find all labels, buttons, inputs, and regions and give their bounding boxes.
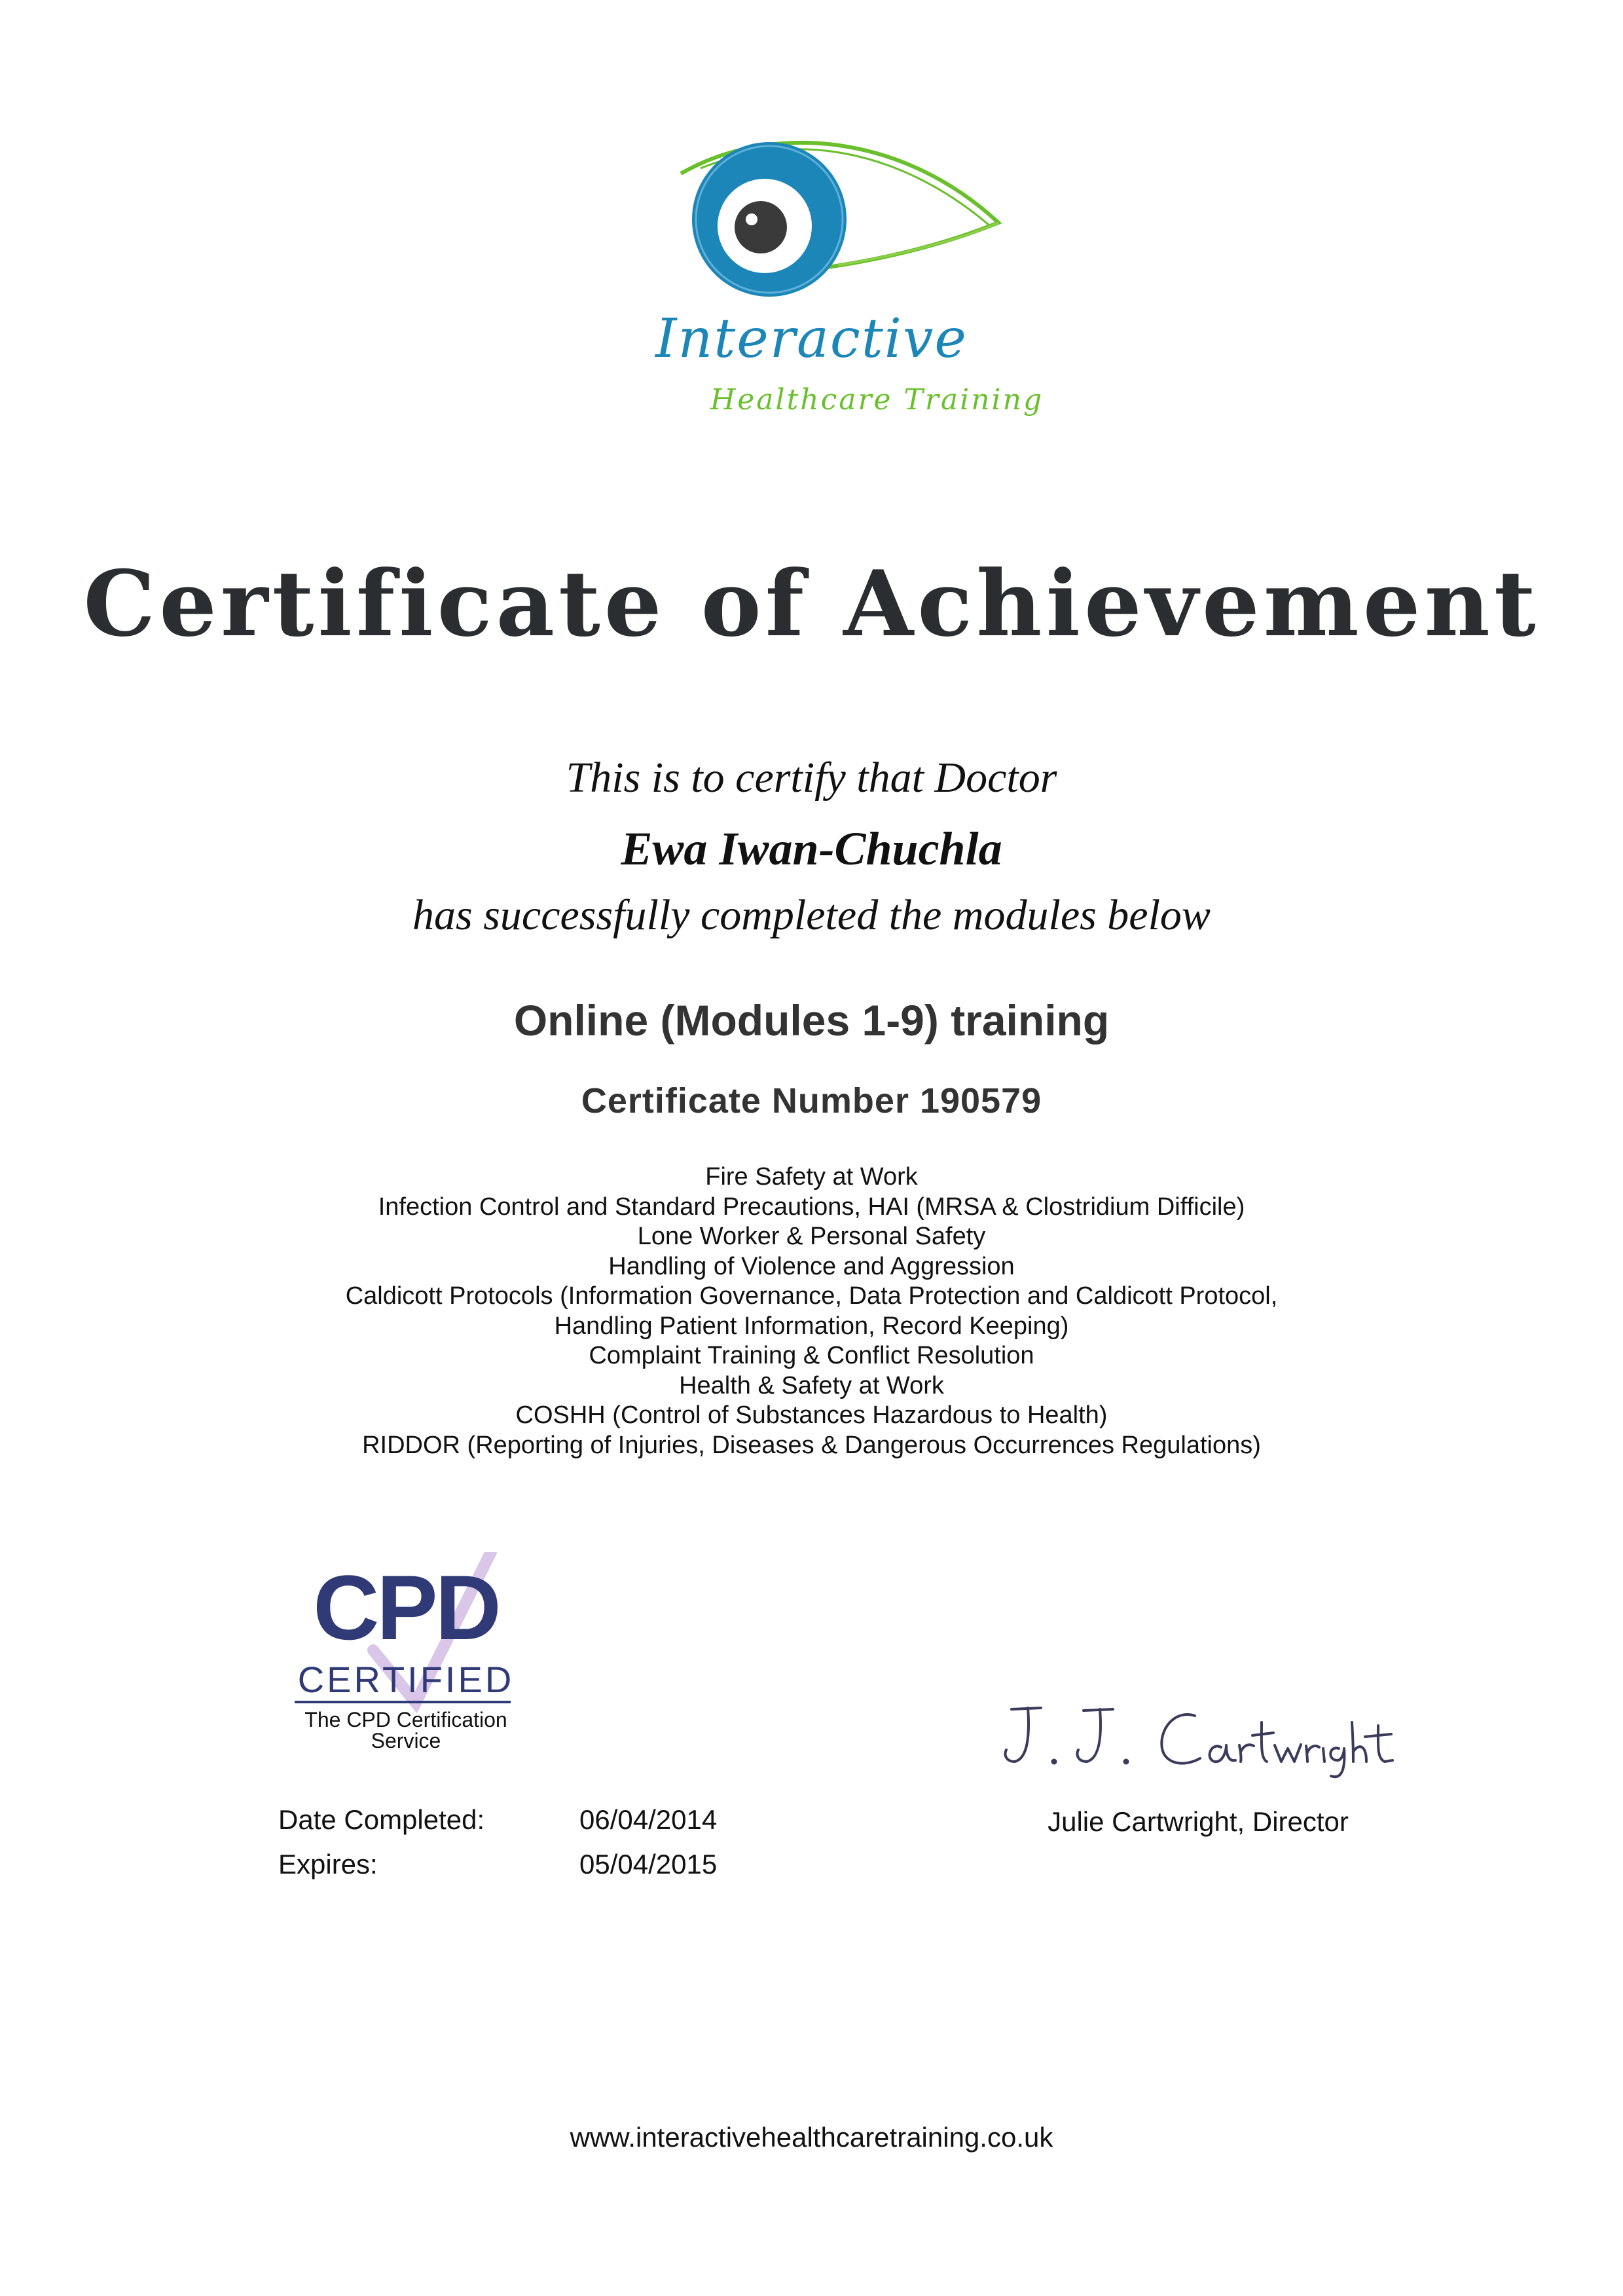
cpd-service-label [282,1709,530,1751]
date-completed-value: 06/04/2014 [579,1804,718,1835]
module-item: Fire Safety at Work [705,1163,918,1191]
module-item: RIDDOR (Reporting of Injuries, Diseases & Dangerous Occurrences Regulations) [362,1431,1261,1459]
certify-line: This is to certify that Doctor [566,754,1057,802]
logo-wordmark-line2: Healthcare Training [710,383,1044,417]
module-item: Caldicott Protocols (Information Governance, Data Protection and Caldicott Protocol, [345,1282,1278,1310]
expires-value: 05/04/2015 [579,1849,718,1879]
cpd-certified-label: CERTIFIED [297,1659,515,1700]
signatory-name-title: Julie Cartwright, Director [1048,1806,1349,1837]
handwritten-signature [992,1696,1398,1781]
recipient-name: Ewa Iwan-Chuchla [621,823,1002,875]
completed-line: has successfully completed the modules below [412,891,1211,939]
cpd-logo-letters: CPD [313,1556,499,1659]
logo-wordmark-line1: Interactive [655,308,968,370]
eye-logo-icon [642,128,1008,318]
module-item: COSHH (Control of Substances Hazardous to Health) [515,1401,1108,1429]
expires-label: Expires: [278,1849,378,1879]
module-item: Complaint Training & Conflict Resolution [589,1342,1034,1369]
cpd-divider [295,1701,511,1703]
module-item: Handling of Violence and Aggression [608,1252,1015,1280]
module-item: Health & Safety at Work [679,1371,944,1399]
module-item: Infection Control and Standard Precautions, HAI (MRSA & Clostridium Difficile) [378,1193,1245,1221]
footer-website: www.interactivehealthcaretraining.co.uk [570,2122,1053,2153]
cpd-service-line2: Service [371,1729,441,1752]
date-completed-label: Date Completed: [278,1804,485,1835]
module-item: Lone Worker & Personal Safety [637,1223,986,1250]
module-list [0,1162,1623,1460]
course-title: Online (Modules 1-9) training [513,996,1110,1045]
cpd-service-line1: The CPD Certification [304,1708,507,1731]
module-item: Handling Patient Information, Record Keeping) [554,1312,1069,1340]
certificate-number: Certificate Number 190579 [581,1081,1042,1120]
certificate-title: Certificate of Achievement [83,550,1540,657]
